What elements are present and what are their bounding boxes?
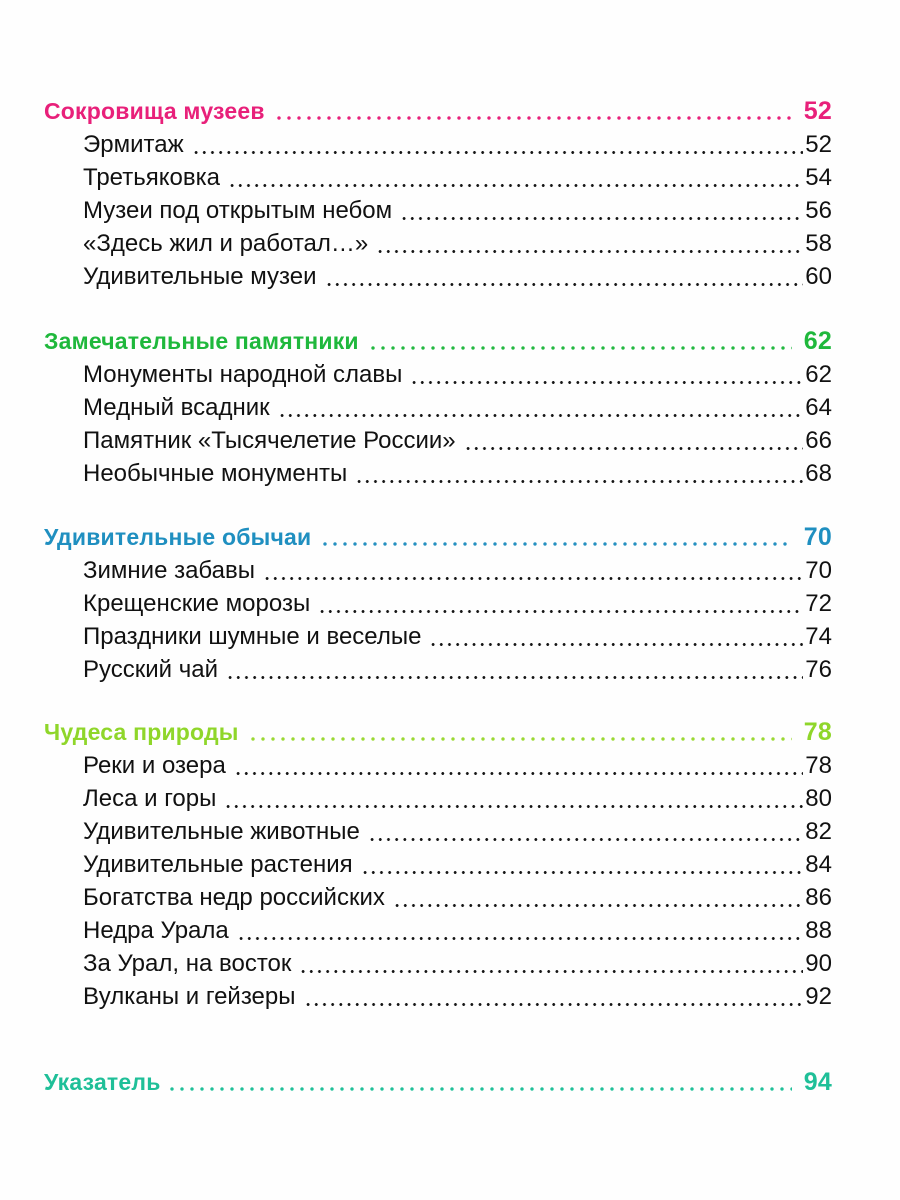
dot-leader xyxy=(273,391,804,424)
entry-title: Зимние забавы xyxy=(83,557,255,584)
dot-leader xyxy=(395,194,803,227)
toc-entry[interactable] xyxy=(83,782,832,815)
entry-title: Богатства недр российских xyxy=(83,884,385,911)
entry-page-number: 70 xyxy=(805,557,832,584)
toc-entry[interactable] xyxy=(83,749,832,782)
dot-leader xyxy=(405,358,803,391)
toc-section-heading[interactable] xyxy=(44,95,832,128)
entry-title: Третьяковка xyxy=(83,164,220,191)
entry-page-number: 90 xyxy=(805,950,832,977)
entry-title: Праздники шумные и веселые xyxy=(83,623,422,650)
entry-page-number: 60 xyxy=(805,263,832,290)
section-page-number: 52 xyxy=(803,97,832,125)
toc-entry[interactable] xyxy=(83,358,832,391)
toc-entry[interactable] xyxy=(83,620,832,653)
dot-leader xyxy=(350,457,803,490)
dot-leader xyxy=(268,95,792,128)
entry-title: Русский чай xyxy=(83,656,218,683)
entry-page-number: 58 xyxy=(805,230,832,257)
dot-leader xyxy=(219,782,803,815)
toc-entry[interactable] xyxy=(83,947,832,980)
entry-page-number: 84 xyxy=(805,851,832,878)
toc-entry[interactable] xyxy=(83,194,832,227)
entry-title: Монументы народной славы xyxy=(83,361,403,388)
dot-leader xyxy=(161,1066,792,1099)
dot-leader xyxy=(313,587,803,620)
dot-leader xyxy=(294,947,803,980)
section-page-number: 94 xyxy=(803,1068,832,1096)
entry-title: За Урал, на восток xyxy=(83,950,292,977)
entry-title: Удивительные растения xyxy=(83,851,353,878)
entry-page-number: 54 xyxy=(805,164,832,191)
entry-title: Музеи под открытым небом xyxy=(83,197,393,224)
dot-leader xyxy=(221,653,803,686)
dot-leader xyxy=(362,325,792,358)
entry-page-number: 64 xyxy=(805,394,832,421)
entry-title: Памятник «Тысячелетие России» xyxy=(83,427,456,454)
toc-entry[interactable] xyxy=(83,260,832,293)
section-page-number: 78 xyxy=(803,718,832,746)
entry-page-number: 80 xyxy=(805,785,832,812)
dot-leader xyxy=(388,881,803,914)
section-page-number: 62 xyxy=(803,327,832,355)
dot-leader xyxy=(356,848,804,881)
entry-title: Удивительные животные xyxy=(83,818,360,845)
toc-entry[interactable] xyxy=(83,848,832,881)
entry-page-number: 72 xyxy=(805,590,832,617)
section-title: Сокровища музеев xyxy=(44,98,265,124)
dot-leader xyxy=(314,521,791,554)
entry-page-number: 86 xyxy=(805,884,832,911)
entry-page-number: 52 xyxy=(805,131,832,158)
dot-leader xyxy=(232,914,804,947)
entry-page-number: 66 xyxy=(805,427,832,454)
entry-page-number: 68 xyxy=(805,460,832,487)
dot-leader xyxy=(320,260,804,293)
entry-page-number: 56 xyxy=(805,197,832,224)
toc-entry[interactable] xyxy=(83,391,832,424)
toc-entry[interactable] xyxy=(83,227,832,260)
entry-title: Медный всадник xyxy=(83,394,270,421)
entry-title: Удивительные музеи xyxy=(83,263,317,290)
toc-entry[interactable] xyxy=(83,815,832,848)
dot-leader xyxy=(424,620,803,653)
toc-entry[interactable] xyxy=(83,881,832,914)
toc-section-heading[interactable] xyxy=(44,1066,832,1099)
dot-leader xyxy=(187,128,804,161)
entry-title: Необычные монументы xyxy=(83,460,348,487)
entry-title: Эрмитаж xyxy=(83,131,184,158)
dot-leader xyxy=(371,227,803,260)
entry-page-number: 88 xyxy=(805,917,832,944)
entry-page-number: 92 xyxy=(805,983,832,1010)
section-title: Удивительные обычаи xyxy=(44,524,312,550)
entry-page-number: 62 xyxy=(805,361,832,388)
entry-title: «Здесь жил и работал…» xyxy=(83,230,369,257)
dot-leader xyxy=(363,815,803,848)
toc-entry[interactable] xyxy=(83,980,832,1013)
toc-entry[interactable] xyxy=(83,128,832,161)
section-title: Замечательные памятники xyxy=(44,328,359,354)
toc-entry[interactable] xyxy=(83,424,832,457)
toc-entry[interactable] xyxy=(83,554,832,587)
section-title: Указатель xyxy=(44,1069,161,1095)
toc-entry[interactable] xyxy=(83,914,832,947)
toc-section-heading[interactable] xyxy=(44,521,832,554)
dot-leader xyxy=(242,716,792,749)
entry-title: Вулканы и гейзеры xyxy=(83,983,296,1010)
dot-leader xyxy=(299,980,804,1013)
toc-entry[interactable] xyxy=(83,457,832,490)
toc-entry[interactable] xyxy=(83,653,832,686)
dot-leader xyxy=(229,749,803,782)
dot-leader xyxy=(223,161,803,194)
entry-title: Реки и озера xyxy=(83,752,226,779)
dot-leader xyxy=(459,424,804,457)
entry-title: Леса и горы xyxy=(83,785,217,812)
toc-section-heading[interactable] xyxy=(44,325,832,358)
toc-entry[interactable] xyxy=(83,161,832,194)
entry-title: Недра Урала xyxy=(83,917,229,944)
entry-page-number: 78 xyxy=(805,752,832,779)
entry-title: Крещенские морозы xyxy=(83,590,311,617)
section-page-number: 70 xyxy=(803,523,832,551)
toc-section-heading[interactable] xyxy=(44,716,832,749)
entry-page-number: 74 xyxy=(805,623,832,650)
entry-page-number: 76 xyxy=(805,656,832,683)
section-title: Чудеса природы xyxy=(44,719,239,745)
entry-page-number: 82 xyxy=(805,818,832,845)
toc-entry[interactable] xyxy=(83,587,832,620)
dot-leader xyxy=(258,554,803,587)
